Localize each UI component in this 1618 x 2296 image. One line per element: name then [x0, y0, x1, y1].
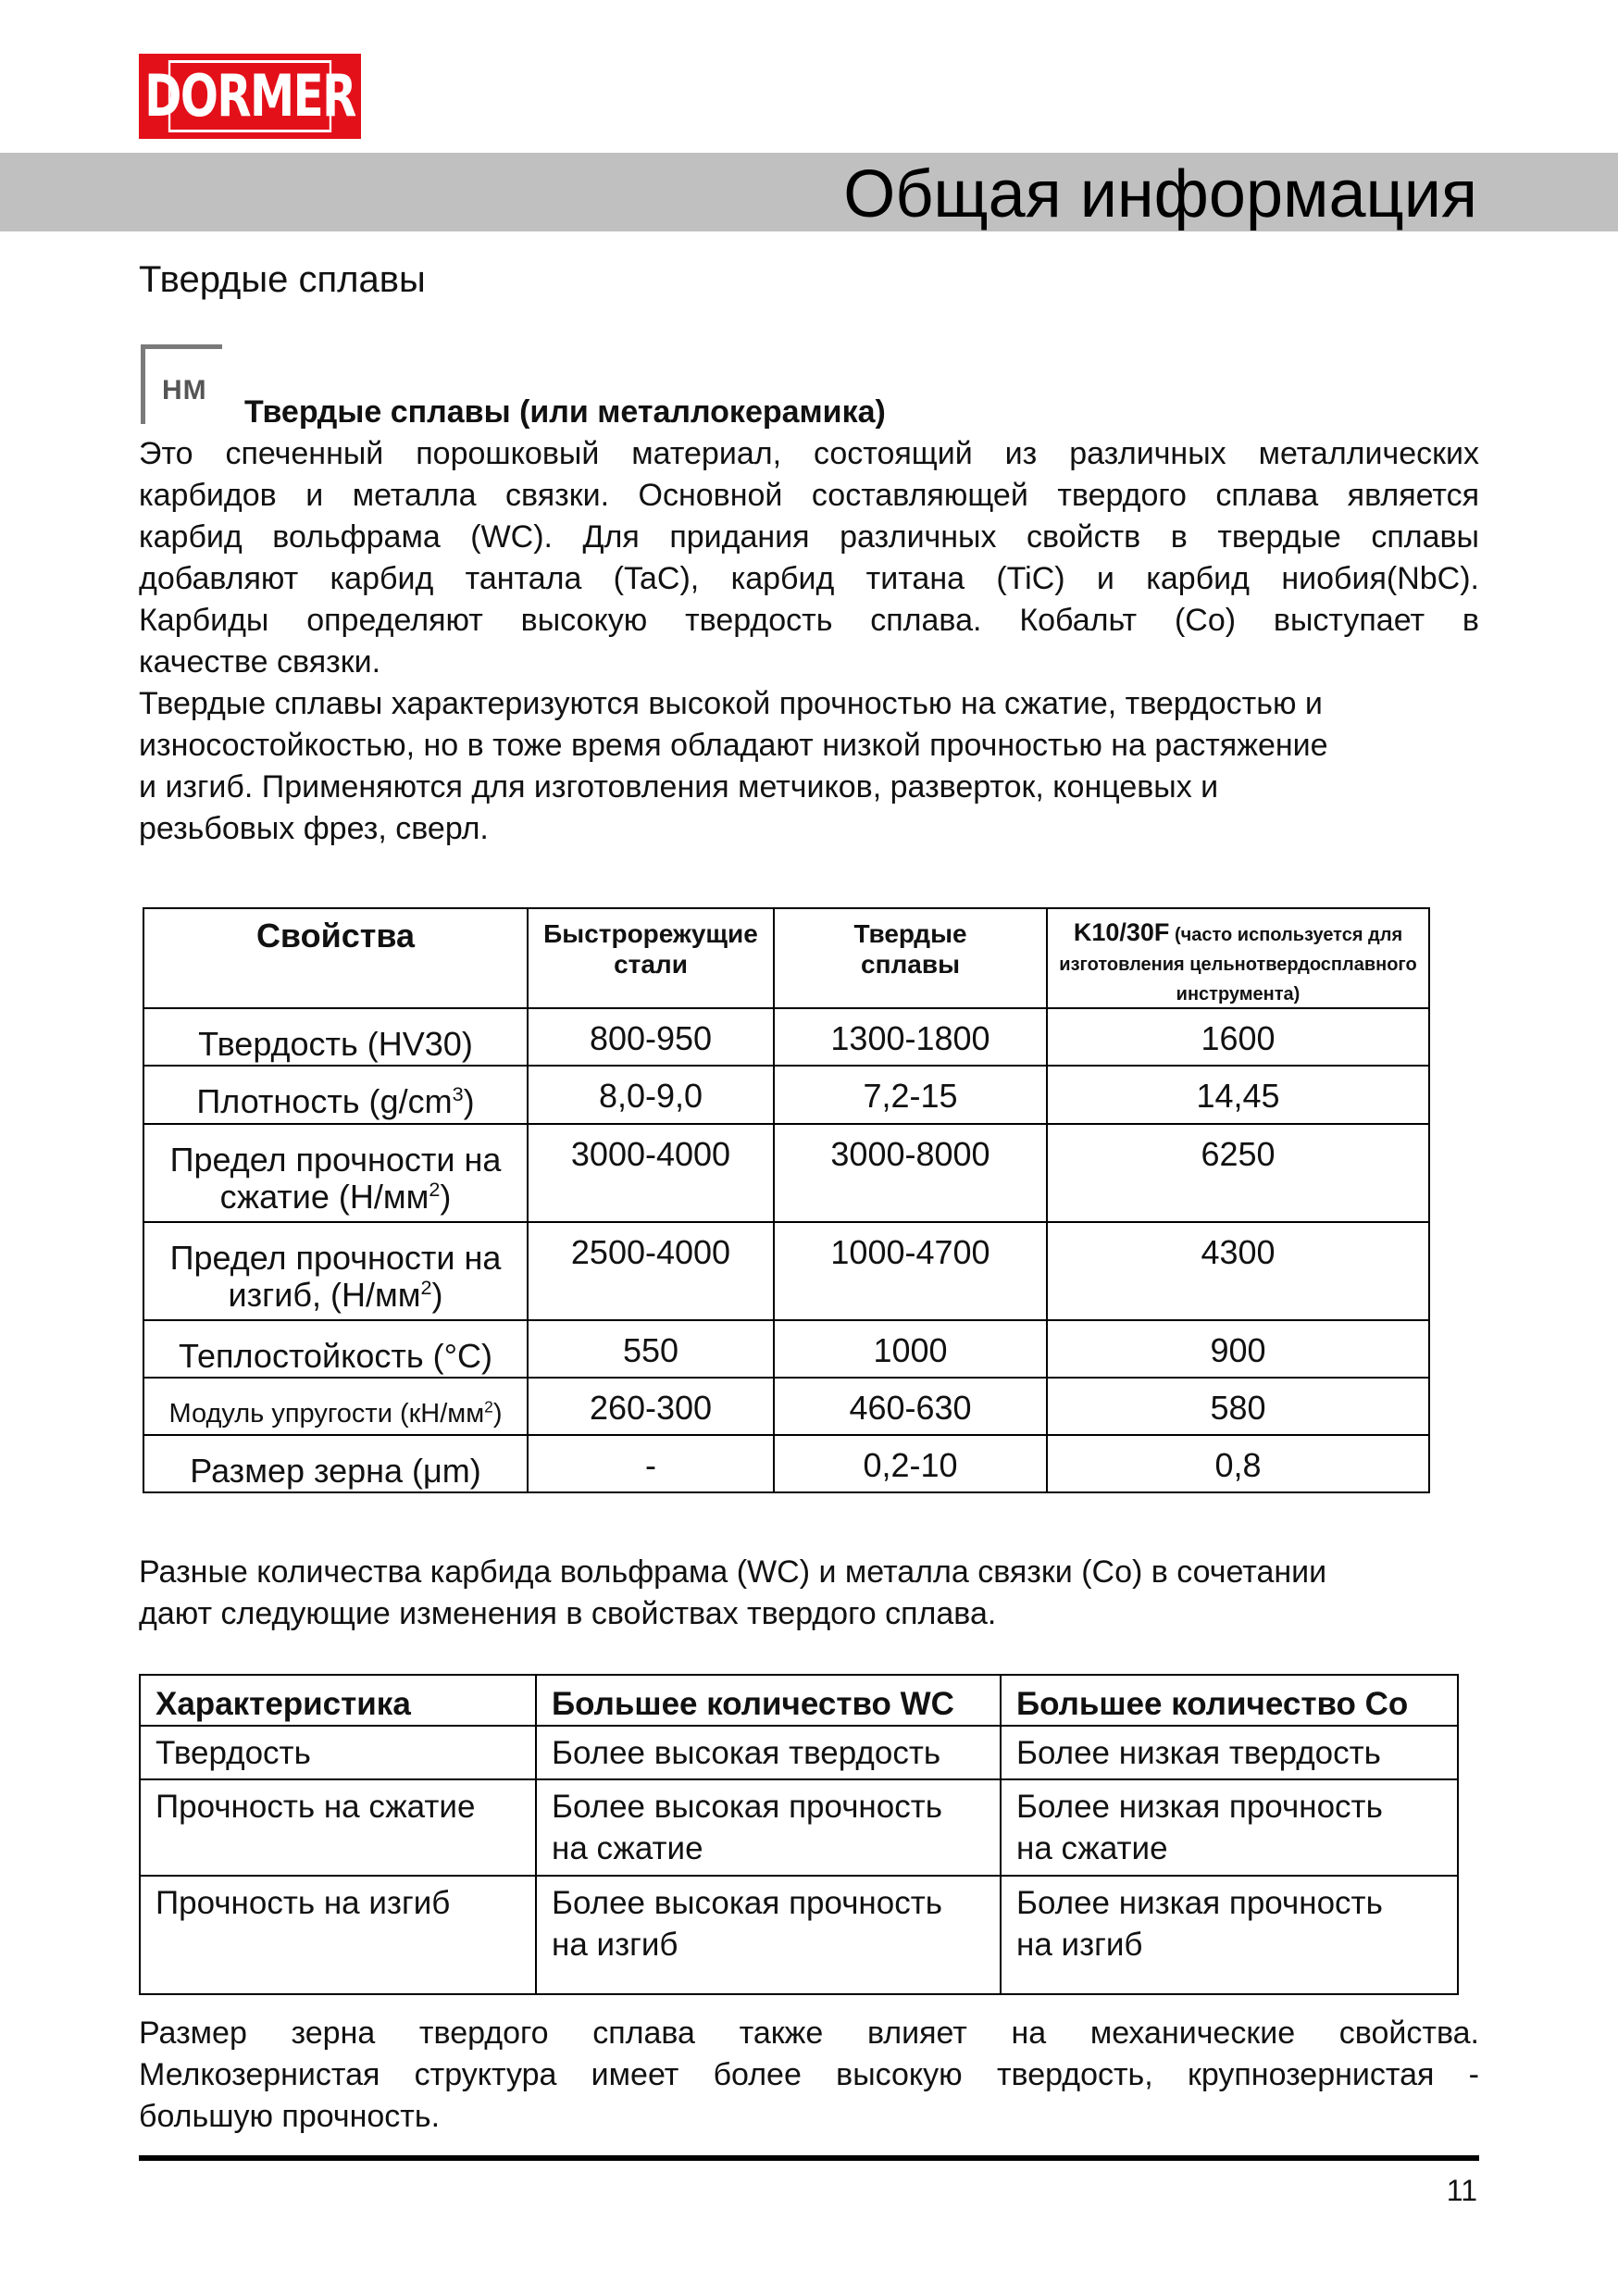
table-row: [140, 1779, 1458, 1876]
page-number: 11: [1446, 2174, 1477, 2207]
col-header-properties: Свойства: [143, 908, 528, 1008]
k10-value: 14,45: [1047, 1066, 1429, 1124]
k10-value: 6250: [1047, 1124, 1429, 1222]
intro-line: карбидов и металла связки. Основной составляющей твердого сплава является: [139, 478, 1479, 513]
table-row: [143, 1008, 1429, 1066]
hm-value: 3000-8000: [774, 1124, 1047, 1222]
col-header-more-co: Большее количество Co: [1001, 1675, 1458, 1726]
table-row: [140, 1876, 1458, 1994]
composition-effect-table: [139, 1674, 1459, 1995]
hm-value: 1000: [774, 1320, 1047, 1378]
prop-name: Теплостойкость (°C): [143, 1320, 528, 1378]
intro-line: качестве связки.: [139, 644, 381, 680]
k10-value: 0,8: [1047, 1435, 1429, 1492]
col-header-hardmetal: Твердые сплавы: [774, 908, 1047, 1008]
closing-line: Размер зерна твердого сплава также влияет на механические свойства.: [139, 2015, 1479, 2051]
comparison-intro-line: дают следующие изменения в свойствах твердого сплава.: [139, 1596, 997, 1631]
hm-material-icon: [141, 344, 222, 424]
closing-line: Мелкозернистая структура имеет более высокую твердость, крупнозернистая -: [139, 2057, 1479, 2092]
comparison-intro-line: Разные количества карбида вольфрама (WC) и металла связки (Co) в сочетании: [139, 1554, 1327, 1590]
table-row: [143, 1222, 1429, 1320]
prop-name: Плотность $(g/cm^3)$: [143, 1066, 528, 1124]
more-wc-cell: Более высокая прочность на сжатие: [536, 1779, 1001, 1876]
logo-text: DORMER: [168, 60, 331, 132]
props-line: износостойкостью, но в тоже время обладают низкой прочностью на растяжение: [139, 728, 1328, 763]
col-header-more-wc: Большее количество WC: [536, 1675, 1001, 1726]
subheading: Твердые сплавы (или металлокерамика): [244, 394, 886, 430]
hm-value: 460-630: [774, 1378, 1047, 1435]
closing-paragraph: [139, 2013, 1479, 2138]
prop-name: Предел прочности на сжатие $(Н/мм^2)$: [143, 1124, 528, 1222]
col-header-k10: K10/30F (часто используется для изготовления цельнотвердосплавного инструмента): [1047, 908, 1429, 1008]
more-wc-cell: Более высокая прочность на изгиб: [536, 1876, 1001, 1994]
hss-value: 8,0-9,0: [528, 1066, 774, 1124]
hm-value: 1000-4700: [774, 1222, 1047, 1320]
table-header-row: [143, 908, 1429, 1008]
k10-value: 1600: [1047, 1008, 1429, 1066]
col-header-characteristic: Характеристика: [140, 1675, 536, 1726]
hss-value: 2500-4000: [528, 1222, 774, 1320]
more-co-cell: Более низкая твердость: [1001, 1726, 1458, 1779]
intro-line: добавляют карбид тантала (TaC), карбид титана (TiC) и карбид ниобия(NbC).: [139, 561, 1479, 596]
section-title: Твердые сплавы: [139, 259, 426, 300]
hm-icon-label: HM: [162, 375, 207, 406]
more-co-cell: Более низкая прочность на изгиб: [1001, 1876, 1458, 1994]
k10-value: 580: [1047, 1378, 1429, 1435]
table-row: [143, 1435, 1429, 1492]
props-line: и изгиб. Применяются для изготовления метчиков, разверток, концевых и: [139, 769, 1219, 805]
k10-value: 900: [1047, 1320, 1429, 1378]
dormer-logo: [139, 54, 361, 139]
prop-name: Размер зерна (μm): [143, 1435, 528, 1492]
intro-line: Карбиды определяют высокую твердость сплава. Кобальт (Co) выступает в: [139, 603, 1479, 638]
prop-name: Предел прочности на изгиб, $(Н/мм^2)$: [143, 1222, 528, 1320]
table-row: [143, 1320, 1429, 1378]
hss-value: 800-950: [528, 1008, 774, 1066]
properties-paragraph: [139, 683, 1479, 850]
comparison-intro-paragraph: [139, 1552, 1479, 1635]
closing-line: большую прочность.: [139, 2099, 441, 2134]
hss-value: -: [528, 1435, 774, 1492]
page-title: Общая информация: [843, 157, 1477, 231]
characteristic-cell: Прочность на изгиб: [140, 1876, 536, 1994]
props-line: Твердые сплавы характеризуются высокой прочностью на сжатие, твердостью и: [139, 686, 1323, 721]
hm-value: 0,2-10: [774, 1435, 1047, 1492]
characteristic-cell: Твердость: [140, 1726, 536, 1779]
table-row: [140, 1726, 1458, 1779]
characteristic-cell: Прочность на сжатие: [140, 1779, 536, 1876]
intro-line: карбид вольфрама (WC). Для придания различных свойств в твердые сплавы: [139, 519, 1479, 555]
more-co-cell: Более низкая прочность на сжатие: [1001, 1779, 1458, 1876]
col-header-hss: Быстрорежущие стали: [528, 908, 774, 1008]
table-row: [143, 1124, 1429, 1222]
props-line: резьбовых фрез, сверл.: [139, 811, 489, 846]
table-row: [143, 1066, 1429, 1124]
intro-paragraph: [139, 433, 1479, 683]
table-header-row: [140, 1675, 1458, 1726]
properties-table: [143, 907, 1430, 1493]
hss-value: 550: [528, 1320, 774, 1378]
k10-value: 4300: [1047, 1222, 1429, 1320]
hm-value: 1300-1800: [774, 1008, 1047, 1066]
prop-name: Модуль упругости $(кН/мм^2)$: [143, 1378, 528, 1435]
intro-line: Это спеченный порошковый материал, состоящий из различных металлических: [139, 436, 1479, 471]
table-row: [143, 1378, 1429, 1435]
hss-value: 3000-4000: [528, 1124, 774, 1222]
prop-name: Твердость (HV30): [143, 1008, 528, 1066]
footer-rule: [139, 2155, 1479, 2161]
hm-value: 7,2-15: [774, 1066, 1047, 1124]
more-wc-cell: Более высокая твердость: [536, 1726, 1001, 1779]
hss-value: 260-300: [528, 1378, 774, 1435]
